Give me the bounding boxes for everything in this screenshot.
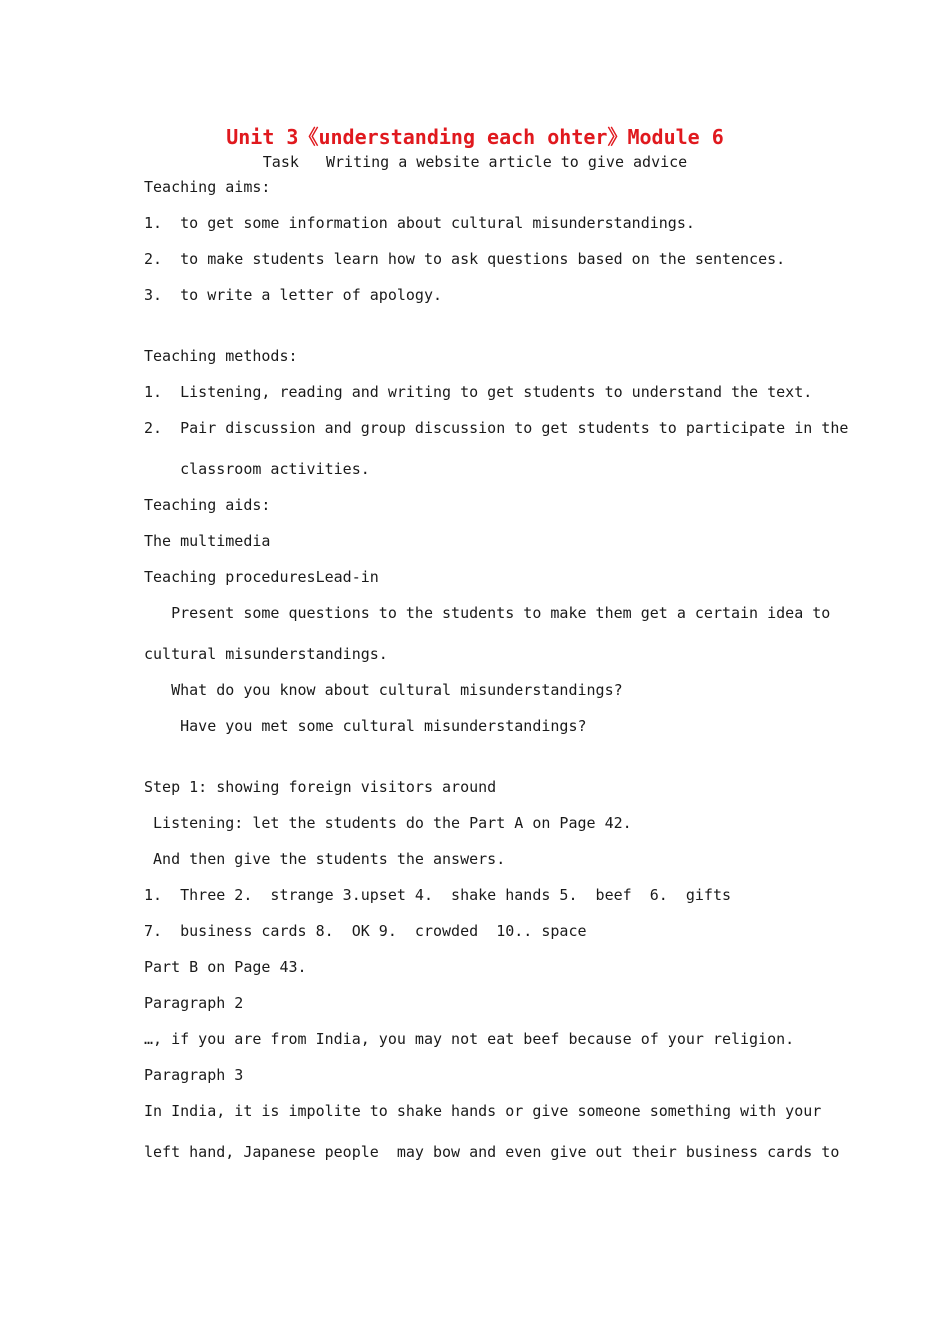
aim-item-1: 1. to get some information about cultural misunderstandings. — [144, 214, 695, 232]
section-heading-aids: Teaching aids: — [144, 496, 271, 514]
leadin-question-2: Have you met some cultural misunderstandings? — [144, 717, 587, 735]
paragraph-2-text: …, if you are from India, you may not eat beef because of your religion. — [144, 1030, 795, 1048]
section-heading-methods: Teaching methods: — [144, 347, 298, 365]
paragraph-3-text: In India, it is impolite to shake hands or give someone something with your — [144, 1102, 822, 1120]
part-b-heading: Part B on Page 43. — [144, 958, 307, 976]
aim-item-3: 3. to write a letter of apology. — [144, 286, 443, 304]
paragraph-3-heading: Paragraph 3 — [144, 1066, 244, 1084]
method-item-2-continued: classroom activities. — [144, 460, 370, 478]
step-1-heading: Step 1: showing foreign visitors around — [144, 778, 497, 796]
listening-instruction: Listening: let the students do the Part A on Page 42. — [144, 814, 632, 832]
aim-item-2: 2. to make students learn how to ask questions based on the sentences. — [144, 250, 786, 268]
paragraph-3-text-continued: left hand, Japanese people may bow and even give out their business cards to — [144, 1143, 840, 1161]
answers-line-2: 7. business cards 8. OK 9. crowded 10.. space — [144, 922, 587, 940]
answers-instruction: And then give the students the answers. — [144, 850, 506, 868]
document-title: Unit 3《understanding each ohter》Module 6 — [226, 125, 724, 149]
leadin-paragraph: Present some questions to the students to make them get a certain idea to — [144, 604, 831, 622]
leadin-paragraph-continued: cultural misunderstandings. — [144, 645, 388, 663]
section-heading-aims: Teaching aims: — [144, 178, 271, 196]
document-subtitle: Task Writing a website article to give advice — [262, 153, 688, 171]
method-item-2: 2. Pair discussion and group discussion to get students to participate in the — [144, 419, 849, 437]
method-item-1: 1. Listening, reading and writing to get students to understand the text. — [144, 383, 813, 401]
paragraph-2-heading: Paragraph 2 — [144, 994, 244, 1012]
answers-line-1: 1. Three 2. strange 3.upset 4. shake hands 5. beef 6. gifts — [144, 886, 731, 904]
section-heading-procedures: Teaching proceduresLead-in — [144, 568, 379, 586]
leadin-question-1: What do you know about cultural misunderstandings? — [144, 681, 623, 699]
aids-text: The multimedia — [144, 532, 271, 550]
